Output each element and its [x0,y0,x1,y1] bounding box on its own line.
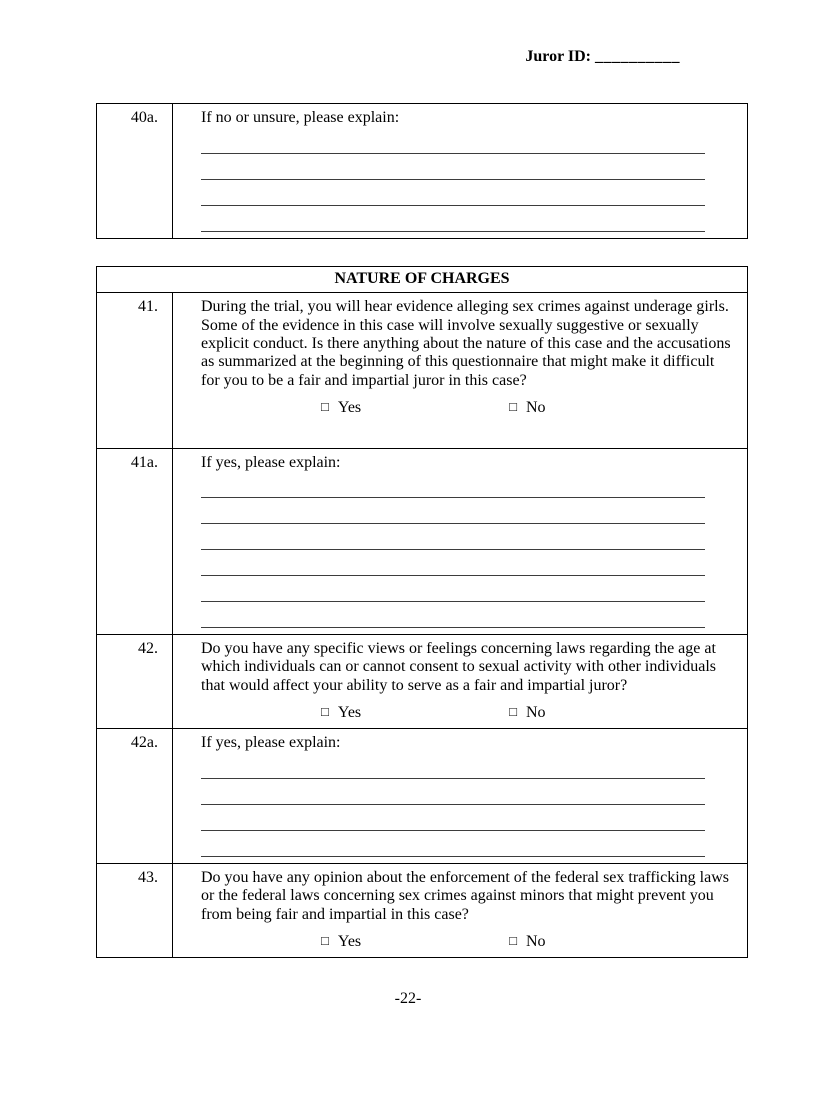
yesno-options [201,933,737,951]
yes-label: Yes [337,933,362,951]
answer-line[interactable] [201,206,705,232]
juror-id-label: Juror ID: [525,48,591,65]
no-label: No [526,933,546,951]
yes-label: Yes [337,704,362,722]
answer-line[interactable] [201,128,705,154]
question-text: During the trial, you will hear evidence alleging sex crimes against underage girls. Some of the evidence in this case will involve sexually suggestive or sexually explicit conduct. Is there anything about the nature of this case and the accusations as summarized at the beginning of this questionnaire that might make it difficult for you to be a fair and impartial juror in this case? [201,298,731,389]
checkbox-icon[interactable]: □ [509,933,517,949]
question-row-41a [97,449,747,635]
answer-line[interactable] [201,524,705,550]
juror-id-blank-field[interactable]: __________ [595,48,680,65]
answer-line[interactable] [201,498,705,524]
yesno-options [201,399,737,417]
question-row-43 [97,864,747,958]
yes-label: Yes [337,399,362,417]
checkbox-icon[interactable]: □ [509,399,517,415]
answer-line[interactable] [201,602,705,628]
no-label: No [526,704,546,722]
question-prompt: If yes, please explain: [201,734,341,752]
no-option[interactable] [509,399,545,417]
page-number: -22- [394,990,422,1008]
yes-option[interactable] [321,704,361,722]
answer-line[interactable] [201,576,705,602]
answer-line[interactable] [201,472,705,498]
question-body [173,104,747,237]
answer-line[interactable] [201,550,705,576]
question-text: Do you have any specific views or feelings concerning laws regarding the age at which individuals can or cannot consent to sexual activity with other individuals that would affect your ability to serve as a fair and impartial juror? [201,639,716,694]
answer-line[interactable] [201,753,705,779]
question-number: 41. [97,293,173,447]
question-row-42a [97,729,747,863]
answer-lines [201,472,705,628]
answer-line[interactable] [201,154,705,180]
question-number: 40a. [97,104,173,237]
question-prompt: If no or unsure, please explain: [201,109,400,127]
table-header-nature-of-charges: NATURE OF CHARGES [97,267,747,293]
checkbox-icon[interactable]: □ [321,399,329,415]
answer-line[interactable] [201,831,705,857]
question-number: 43. [97,864,173,958]
question-body [173,635,747,729]
answer-lines [201,128,705,232]
question-body [173,864,747,958]
question-text: Do you have any opinion about the enforcement of the federal sex trafficking laws or the federal laws concerning sex crimes against minors that might prevent you from being fair and impartial in this case? [201,868,729,923]
yesno-options [201,704,737,722]
question-body [173,729,747,862]
question-box-40a [96,103,748,238]
nature-of-charges-table [96,266,748,959]
question-row-42 [97,635,747,730]
answer-line[interactable] [201,180,705,206]
answer-line[interactable] [201,805,705,831]
question-row-40a [97,104,747,237]
question-body [173,449,747,634]
question-number: 42a. [97,729,173,862]
checkbox-icon[interactable]: □ [509,704,517,720]
answer-line[interactable] [201,779,705,805]
checkbox-icon[interactable]: □ [321,933,329,949]
question-prompt: If yes, please explain: [201,453,341,471]
question-number: 41a. [97,449,173,634]
question-body [173,293,747,447]
yes-option[interactable] [321,933,361,951]
question-row-41 [97,293,747,448]
no-option[interactable] [509,704,545,722]
juror-id-line [0,48,816,66]
yes-option[interactable] [321,399,361,417]
answer-lines [201,753,705,857]
no-option[interactable] [509,933,545,951]
no-label: No [526,399,546,417]
question-number: 42. [97,635,173,729]
checkbox-icon[interactable]: □ [321,704,329,720]
